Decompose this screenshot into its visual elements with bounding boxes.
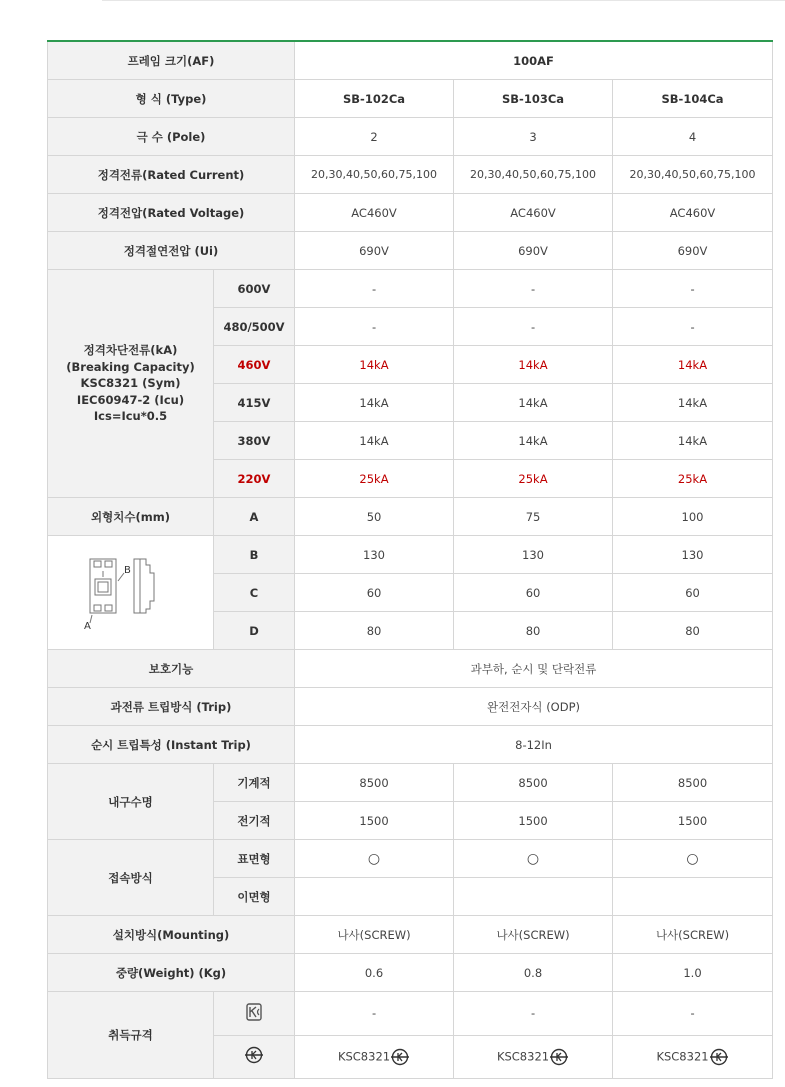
certification-label: 취득규격	[48, 992, 214, 1079]
breaking-voltage: 480/500V	[214, 308, 295, 346]
dimension-value: 80	[295, 612, 454, 650]
connection-value: ○	[454, 840, 613, 878]
durability-value: 8500	[295, 764, 454, 802]
row-breaking-600v	[48, 270, 773, 308]
rated-current-value: 20,30,40,50,60,75,100	[613, 156, 773, 194]
ks-mark-icon	[390, 1048, 410, 1066]
rated-voltage-value: AC460V	[613, 194, 773, 232]
row-insulation-voltage	[48, 232, 773, 270]
insulation-voltage-value: 690V	[613, 232, 773, 270]
dimension-letter: A	[214, 498, 295, 536]
connection-label: 접속방식	[48, 840, 214, 916]
protection-label: 보호기능	[48, 650, 295, 688]
breaking-value: -	[454, 270, 613, 308]
row-frame-size	[48, 41, 773, 80]
kc-mark-cell	[214, 992, 295, 1036]
durability-value: 1500	[454, 802, 613, 840]
ks-standard-text: KSC8321	[337, 1049, 391, 1064]
durability-sub-label: 전기적	[214, 802, 295, 840]
breaking-voltage: 415V	[214, 384, 295, 422]
rated-current-value: 20,30,40,50,60,75,100	[295, 156, 454, 194]
trip-method-label: 과전류 트립방식 (Trip)	[48, 688, 295, 726]
breaking-value: -	[295, 270, 454, 308]
dimension-value: 80	[454, 612, 613, 650]
dimension-value: 50	[295, 498, 454, 536]
spec-table	[47, 40, 773, 1079]
connection-value	[295, 878, 454, 916]
breaking-value: 14kA	[613, 384, 773, 422]
breaking-capacity-label	[48, 270, 214, 498]
model-name: SB-103Ca	[454, 80, 613, 118]
dimension-letter: B	[214, 536, 295, 574]
breaking-value-highlight: 25kA	[613, 460, 773, 498]
connection-value	[454, 878, 613, 916]
dimension-value: 130	[613, 536, 773, 574]
connection-sub-label: 표면형	[214, 840, 295, 878]
row-weight	[48, 954, 773, 992]
mounting-value: 나사(SCREW)	[454, 916, 613, 954]
breaking-label-line: 정격차단전류(kA)	[83, 343, 178, 358]
rated-voltage-value: AC460V	[454, 194, 613, 232]
breaking-value: 14kA	[295, 384, 454, 422]
trip-method-value: 완전전자식 (ODP)	[295, 688, 773, 726]
dimension-value: 60	[295, 574, 454, 612]
mounting-value: 나사(SCREW)	[295, 916, 454, 954]
insulation-voltage-value: 690V	[454, 232, 613, 270]
dimensions-label: 외형치수(mm)	[48, 498, 214, 536]
breaking-value: -	[454, 308, 613, 346]
dimension-value: 75	[454, 498, 613, 536]
certification-value: -	[454, 992, 613, 1036]
dimension-value: 60	[613, 574, 773, 612]
ks-standard-text: KSC8321	[656, 1049, 709, 1064]
breaking-label-line: Ics=Icu*0.5	[93, 409, 168, 424]
ks-mark-icon	[549, 1048, 569, 1066]
row-protection	[48, 650, 773, 688]
durability-label: 내구수명	[48, 764, 214, 840]
diagram-label-b: B	[123, 565, 131, 576]
row-dimension-a	[48, 498, 773, 536]
weight-value: 0.8	[454, 954, 613, 992]
pole-value: 2	[295, 118, 454, 156]
weight-value: 0.6	[295, 954, 454, 992]
model-name: SB-102Ca	[295, 80, 454, 118]
durability-value: 8500	[454, 764, 613, 802]
breaking-voltage-highlight: 220V	[214, 460, 295, 498]
diagram-label-a: A	[83, 621, 91, 631]
connection-value: ○	[613, 840, 773, 878]
connection-value: ○	[295, 840, 454, 878]
kc-mark-icon	[246, 1003, 262, 1021]
durability-value: 8500	[613, 764, 773, 802]
breaking-value: 14kA	[295, 422, 454, 460]
ks-mark-icon	[709, 1048, 729, 1066]
instant-trip-value: 8-12In	[295, 726, 773, 764]
breaking-value-highlight: 14kA	[613, 346, 773, 384]
breaking-value: 14kA	[613, 422, 773, 460]
rated-current-label: 정격전류(Rated Current)	[48, 156, 295, 194]
row-certification-kc	[48, 992, 773, 1036]
mounting-value: 나사(SCREW)	[613, 916, 773, 954]
row-durability-mechanical	[48, 764, 773, 802]
ks-mark-icon	[244, 1046, 264, 1064]
breaking-voltage-highlight: 460V	[214, 346, 295, 384]
insulation-voltage-label: 정격절연전압 (Ui)	[48, 232, 295, 270]
ks-standard-text: KSC8321	[496, 1049, 550, 1064]
ks-mark-cell	[214, 1035, 295, 1079]
certification-value: -	[295, 992, 454, 1036]
breaking-value-highlight: 14kA	[454, 346, 613, 384]
type-label: 형 식 (Type)	[48, 80, 295, 118]
dimension-diagram-cell	[48, 536, 214, 650]
weight-label: 중량(Weight) (Kg)	[48, 954, 295, 992]
dimension-value: 130	[295, 536, 454, 574]
pole-label: 극 수 (Pole)	[48, 118, 295, 156]
row-mounting	[48, 916, 773, 954]
row-type	[48, 80, 773, 118]
model-name: SB-104Ca	[613, 80, 773, 118]
breaking-voltage: 600V	[214, 270, 295, 308]
breaking-value: 14kA	[454, 384, 613, 422]
row-trip-method	[48, 688, 773, 726]
breaking-label-line: IEC60947-2 (Icu)	[76, 392, 185, 407]
durability-value: 1500	[295, 802, 454, 840]
connection-sub-label: 이면형	[214, 878, 295, 916]
protection-value: 과부하, 순시 및 단락전류	[295, 650, 773, 688]
row-instant-trip	[48, 726, 773, 764]
breaking-label-line: (Breaking Capacity)	[66, 359, 195, 374]
row-dimension-b	[48, 536, 773, 574]
row-rated-voltage	[48, 194, 773, 232]
row-connection-front	[48, 840, 773, 878]
rated-voltage-value: AC460V	[295, 194, 454, 232]
dimension-letter: D	[214, 612, 295, 650]
ks-certification-cell	[613, 1035, 773, 1079]
pole-value: 4	[613, 118, 773, 156]
rated-voltage-label: 정격전압(Rated Voltage)	[48, 194, 295, 232]
mounting-label: 설치방식(Mounting)	[48, 916, 295, 954]
breaker-dimension-diagram	[76, 551, 186, 631]
dimension-value: 130	[454, 536, 613, 574]
breaking-value: -	[613, 270, 773, 308]
breaking-value-highlight: 25kA	[295, 460, 454, 498]
dimension-value: 80	[613, 612, 773, 650]
frame-size-value: 100AF	[295, 41, 773, 80]
rated-current-value: 20,30,40,50,60,75,100	[454, 156, 613, 194]
breaking-value-highlight: 25kA	[454, 460, 613, 498]
breaking-value: -	[295, 308, 454, 346]
certification-value: -	[613, 992, 773, 1036]
top-divider	[102, 0, 785, 1]
breaking-value-highlight: 14kA	[295, 346, 454, 384]
frame-size-label: 프레임 크기(AF)	[48, 41, 295, 80]
row-pole	[48, 118, 773, 156]
row-rated-current	[48, 156, 773, 194]
ks-certification-cell	[454, 1035, 613, 1079]
ks-certification-cell	[295, 1035, 454, 1079]
dimension-value: 60	[454, 574, 613, 612]
breaking-value: -	[613, 308, 773, 346]
durability-value: 1500	[613, 802, 773, 840]
breaking-value: 14kA	[454, 422, 613, 460]
dimension-letter: C	[214, 574, 295, 612]
instant-trip-label: 순시 트립특성 (Instant Trip)	[48, 726, 295, 764]
breaking-label-line: KSC8321 (Sym)	[80, 376, 181, 391]
durability-sub-label: 기계적	[214, 764, 295, 802]
connection-value	[613, 878, 773, 916]
breaking-voltage: 380V	[214, 422, 295, 460]
dimension-value: 100	[613, 498, 773, 536]
weight-value: 1.0	[613, 954, 773, 992]
pole-value: 3	[454, 118, 613, 156]
insulation-voltage-value: 690V	[295, 232, 454, 270]
